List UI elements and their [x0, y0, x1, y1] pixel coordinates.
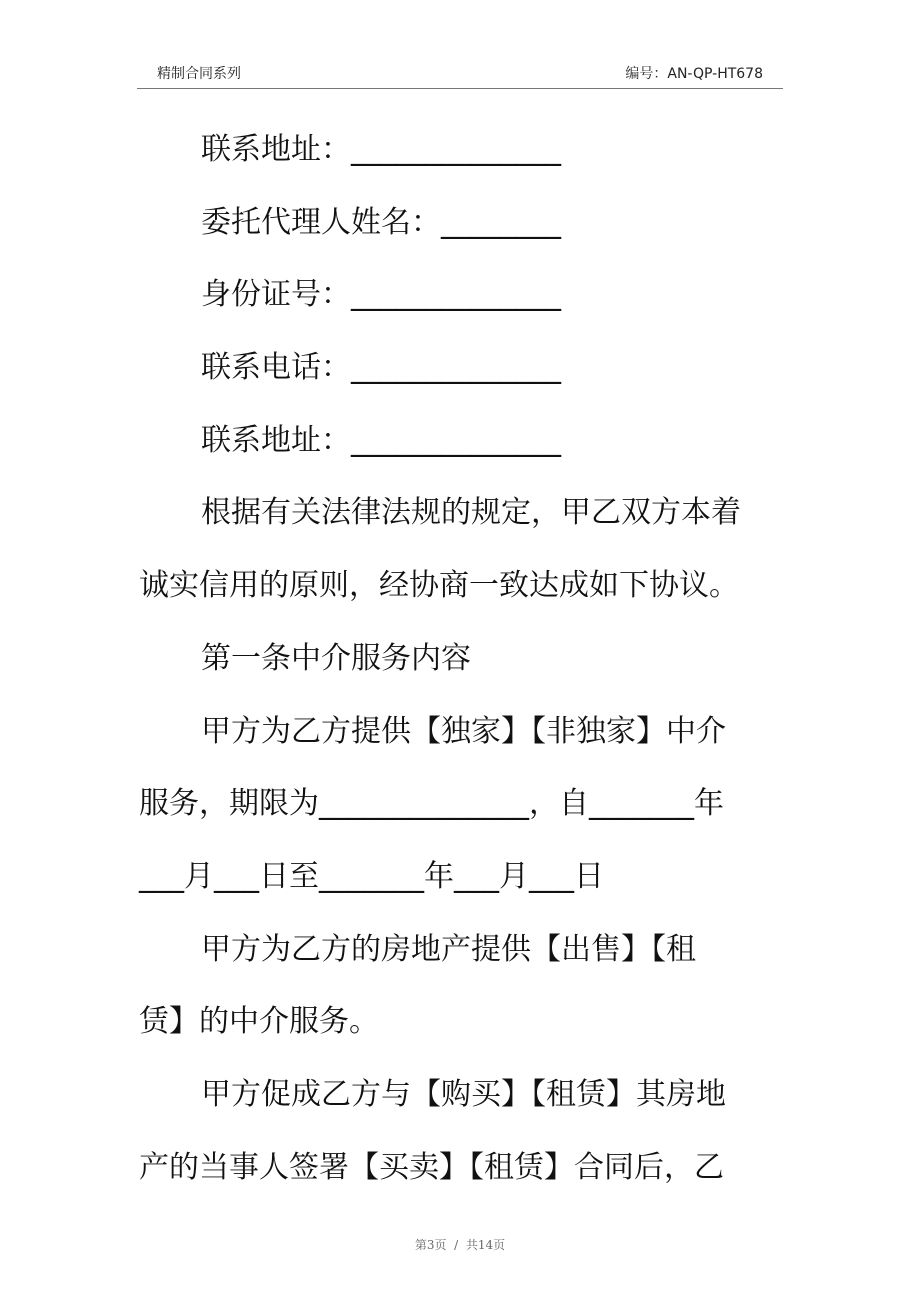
paragraph-line: ___月___日至_______年___月___日 — [139, 858, 604, 894]
paragraph-line: 诚实信用的原则，经协商一致达成如下协议。 — [139, 568, 739, 604]
page-number: 第3页 / 共14页 — [414, 1238, 506, 1252]
paragraph-line: 产的当事人签署【买卖】【租赁】合同后，乙 — [139, 1149, 724, 1185]
paragraph-line: 赁】的中介服务。 — [139, 1004, 379, 1040]
header-series-title: 精制合同系列 — [157, 66, 241, 82]
paragraph-line: 服务，期限为______________，自_______年 — [139, 786, 724, 822]
contact-address-line: 联系地址：______________ — [201, 132, 561, 167]
document-body — [139, 114, 764, 1204]
paragraph-line: 甲方为乙方提供【独家】【非独家】中介 — [201, 713, 726, 749]
contact-phone-line: 联系电话：______________ — [201, 350, 561, 386]
header-contract-number: 编号：AN-QP-HT678 — [625, 66, 763, 82]
contact-address-line-2: 联系地址：______________ — [201, 422, 561, 458]
id-number-line: 身份证号：______________ — [201, 277, 561, 313]
paragraph-line: 根据有关法律法规的规定，甲乙双方本着 — [201, 495, 741, 531]
paragraph-line: 甲方促成乙方与【购买】【租赁】其房地 — [201, 1076, 726, 1112]
paragraph-line: 甲方为乙方的房地产提供【出售】【租 — [201, 931, 696, 967]
agent-name-line: 委托代理人姓名：________ — [201, 204, 561, 240]
article-heading: 第一条中介服务内容 — [201, 640, 471, 676]
header-divider — [137, 88, 783, 89]
